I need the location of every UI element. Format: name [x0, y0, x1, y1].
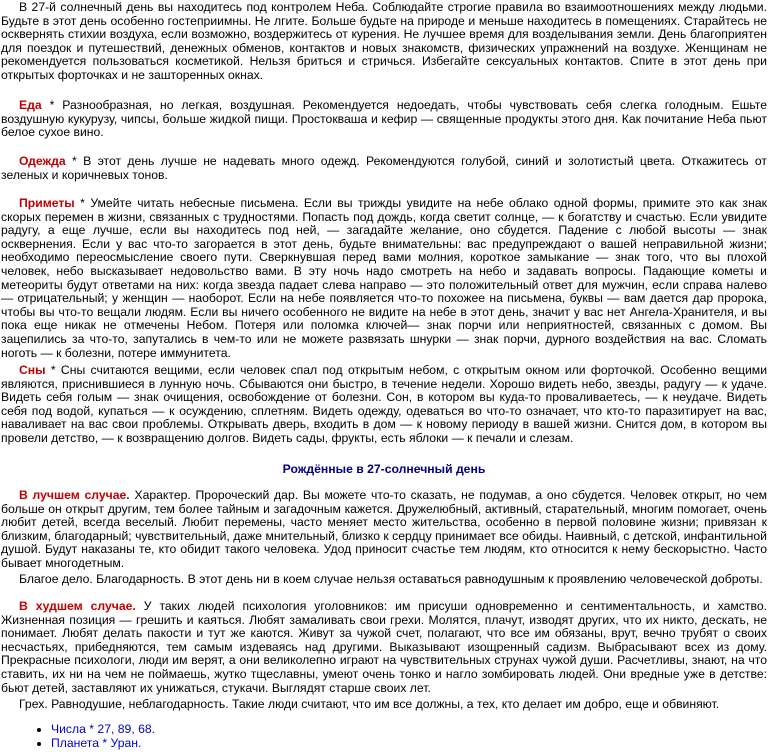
best-case-label: В лучшем случае. — [19, 488, 130, 502]
food-label: Еда — [19, 98, 42, 112]
omens-section — [1, 197, 767, 360]
planet-value: * Уран. — [98, 736, 142, 750]
dreams-section — [1, 364, 767, 446]
clothing-section — [1, 155, 767, 182]
worst-case-label: В худшем случае. — [19, 599, 136, 613]
worst-case-section — [1, 600, 767, 695]
dreams-text: * Сны считаются вещими, если человек спал под открытым небом, с открытым окном или форточкой. Особенно вещими являются, приснившиеся в лунную ночь. Сбываются они быстро, в течение недели. Хорошо видеть небо, звезды, радугу — к удаче. Видеть себя голым — знак очищения, освобождение от болезни. Сон, в котором вы куда-то проваливаетесь, — к неудаче. Видеть себя под водой, купаться — к осуждению, сплетням. Видеть одежду, одеваться во что-то означает, что кто-то паразитирует на вас, наваливает на вас свои проблемы. Открывать дверь, входить в дом — к новому периоду в вашей жизни. Снится дом, в котором вы провели детство, — к возвращению долгов. Видеть сады, фрукты, есть яблоки — к печали и слезам. — [1, 363, 767, 445]
best-case-text: Характер. Пророческий дар. Вы можете что-то сказать, не подумав, а оно сбудется. Человек открыт, но чем больше он открыт другим, тем более тайным и загадочным кажется. Дружелюбный, активный, старательный, многим помогает, очень любит детей, всегда веселый. Любит перемены, часто меняет место жительства, особенно в первой половине жизни; привязан к близким, благодарный; чувствительный, даже мнительный, близко к сердцу принимает все обиды. Наивный, с детской, инфантильной душой. Будут наказаны те, кто обидит такого человека. Удод приносит счастье тем людям, кто относится к нему бескорыстно. Часто бывает многодетным. — [1, 488, 767, 570]
numbers-label[interactable]: Числа — [51, 722, 86, 736]
omens-text: * Умейте читать небесные письмена. Если вы трижды увидите на небе облако одной формы, примите это как знак скорых перемен в жизни, связанных с трудностями. Попасть под дождь, когда светит солнце, — к богатству и счастью. Если увидите радугу, а еще лучше, если вы находитесь под ней, — загадайте желание, оно сбудется. Падение с любой высоты — знак осквернения. Если у вас что-то загорается в этот день, будьте внимательны: вас предупреждают о вашей неправильной жизни; необходимо переосмысление своего пути. Сверкнувшая перед вами молния, короткое замыкание — знак того, что вы плохой человек, небо высказывает недовольство вами. В эту ночь надо смотреть на небо и задавать вопросы. Падающие кометы и метеориты будут ответами на них: когда звезда падает слева направо — это положительный ответ для мужчин, если справа налево — отрицательный; у женщин — наоборот. Если на небе появляется что-то похожее на письмена, буквы — вам дается дар пророка, чтобы вы что-то вещали людям. Если вы ничего особенного не видите на небе в этот день, значит у вас нет Ангела-Хранителя, и вы пока еще никак не отмечены Небом. Потеря или поломка ключей— знак порчи или неприятностей, связанных с домом. Вы зацепились за что-то, запутались в чем-то или не можете развязать шнурки — знак порчи, дурного воздействия на вас. Сломать ноготь — к болезни, потере иммунитета. — [1, 196, 767, 360]
omens-label: Приметы — [19, 196, 75, 210]
born-heading: Рождённые в 27-солнечный день — [282, 462, 486, 476]
vice-paragraph: Грех. Равнодушие, неблагодарность. Такие люди считают, что им все должны, а тех, кто делает им добро, еще и обвиняют. — [19, 697, 720, 711]
clothing-text: * В этот день лучше не надевать много одежд. Рекомендуются голубой, синий и золотистый цвета. Откажитесь от зеленых и коричневых тонов. — [1, 154, 767, 182]
virtue-paragraph: Благое дело. Благодарность. В этот день ни в коем случае нельзя оставаться равнодушным к проявлению человеческой доброты. — [19, 572, 763, 586]
food-text: * Разнообразная, но легкая, воздушная. Рекомендуется недоедать, чтобы чувствовать себя слегка голодным. Ешьте воздушную кукурузу, чипсы, больше жидкой пищи. Простокваша и кефир — священные продукты этого дня. Как почитание Неба пьют белое сухое вино. — [1, 98, 767, 140]
list-item-planet — [51, 736, 770, 750]
intro-paragraph: В 27-й солнечный день вы находитесь под контролем Неба. Соблюдайте строгие правила во взаимоотношениях между людьми. Будьте в этот день особенно гостеприимны. Не лгите. Больше будьте на природе и меньше находитесь в помещениях. Старайтесь не осквернять стихии воздуха, если возможно, воздержитесь от курения. Не лучшее время для возделывания земли. День благоприятен для поездок и путешествий, денежных обменов, контактов и новых знакомств, физических упражнений на воздухе. Женщинам не рекомендуется пользоваться косметикой. Нельзя бриться и стричься. Избегайте сексуальных контактов. Спите в этот день при открытых форточках и не зашторенных окнах. — [1, 0, 767, 82]
best-case-section — [1, 489, 767, 571]
list-item-numbers — [51, 722, 770, 736]
worst-case-text: У таких людей психология уголовников: им присуши одновременно и сентиментальность, и хамство. Жизненная позиция — грешить и каяться. Любят замаливать свои грехи. Молятся, плачут, изводят других, что их никто, дескать, не понимает. Любят делать пакости и тут же каются. Живут за чужой счет, полагают, что все им обязаны, врут, вечно трубят о своих несчастьях, прибедняются, тем самым издеваясь над другими. Выказывают изощренный садизм. Выбрасывают всех из дому. Прекрасные психологи, люди им верят, а они великолепно играют на чувствительных струнах чужой души. Расчетливы, знают, на что ставить, их ни на чем не поймаешь, жутко тщеславны, умеют очень тонко и нагло зомбировать людей. Они вредные уже в детстве: бьют детей, заставляют их унижаться, стукачи. Выглядят старше своих лет. — [1, 599, 767, 695]
clothing-label: Одежда — [19, 154, 66, 168]
food-section — [1, 99, 767, 140]
facts-list — [1, 722, 770, 750]
numbers-value: * 27, 89, 68. — [85, 722, 156, 736]
dreams-label: Сны — [19, 363, 46, 377]
planet-label[interactable]: Планета — [51, 736, 99, 750]
